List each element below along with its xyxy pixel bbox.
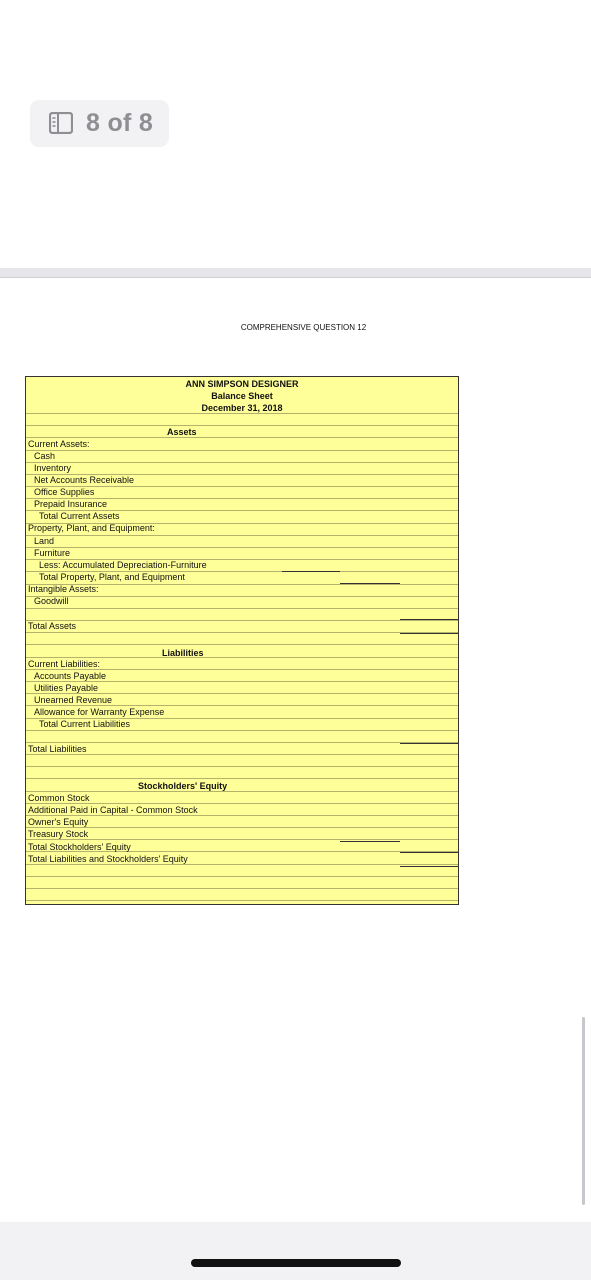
grid-line xyxy=(26,876,458,877)
accumulated-depreciation-label: Less: Accumulated Depreciation-Furniture xyxy=(39,560,207,570)
grid-line xyxy=(26,644,458,645)
office-supplies-label: Office Supplies xyxy=(34,487,95,497)
land-label: Land xyxy=(34,536,55,546)
grid-line xyxy=(26,730,458,731)
prepaid-insurance-label: Prepaid Insurance xyxy=(34,499,108,509)
page-indicator-badge[interactable] xyxy=(30,100,169,147)
furniture-label: Furniture xyxy=(34,548,71,558)
grid-line xyxy=(26,888,458,889)
question-title: COMPREHENSIVE QUESTION 12 xyxy=(240,323,367,332)
total-assets-double-underline-2 xyxy=(400,633,458,634)
treasury-stock-label: Treasury Stock xyxy=(28,829,89,839)
total-current-liabilities-label: Total Current Liabilities xyxy=(39,719,131,729)
grid-line xyxy=(26,778,458,779)
grid-line xyxy=(26,766,458,767)
total-l-se-double-underline xyxy=(400,852,458,853)
intangible-assets-label: Intangible Assets: xyxy=(28,584,99,594)
total-liabilities-label: Total Liabilities xyxy=(28,744,87,754)
current-assets-label: Current Assets: xyxy=(28,439,90,449)
total-assets-double-underline xyxy=(400,619,458,620)
current-liabilities-label: Current Liabilities: xyxy=(28,659,101,669)
grid-line xyxy=(26,620,458,621)
cash-label: Cash xyxy=(34,451,56,461)
total-ppe-underline xyxy=(340,583,400,584)
net-accounts-receivable-label: Net Accounts Receivable xyxy=(34,475,135,485)
common-stock-label: Common Stock xyxy=(28,793,90,803)
balance-sheet xyxy=(25,376,459,905)
grid-line xyxy=(26,535,458,536)
pages-icon xyxy=(49,112,73,134)
allowance-warranty-label: Allowance for Warranty Expense xyxy=(34,707,165,717)
grid-line xyxy=(26,547,458,548)
grid-line xyxy=(26,450,458,451)
assets-section-title: Assets xyxy=(167,427,197,437)
accum-dep-underline xyxy=(282,571,340,572)
grid-line xyxy=(26,632,458,633)
total-assets-label: Total Assets xyxy=(28,621,77,631)
apic-label: Additional Paid in Capital - Common Stock xyxy=(28,805,198,815)
liabilities-section-title: Liabilities xyxy=(162,648,204,658)
treasury-stock-underline xyxy=(340,841,400,842)
vertical-scrollbar[interactable] xyxy=(582,1017,585,1205)
total-liabilities-equity-label: Total Liabilities and Stockholders' Equity xyxy=(28,854,188,864)
grid-line xyxy=(26,827,458,828)
ppe-label: Property, Plant, and Equipment: xyxy=(28,523,155,533)
grid-line xyxy=(26,742,458,743)
statement-name: Balance Sheet xyxy=(211,391,273,401)
accounts-payable-label: Accounts Payable xyxy=(34,671,107,681)
grid-line xyxy=(26,425,458,426)
statement-date: December 31, 2018 xyxy=(201,403,283,413)
grid-line xyxy=(26,900,458,901)
company-name: ANN SIMPSON DESIGNER xyxy=(185,379,299,389)
grid-line xyxy=(26,437,458,438)
unearned-revenue-label: Unearned Revenue xyxy=(34,695,113,705)
total-ppe-label: Total Property, Plant, and Equipment xyxy=(39,572,185,582)
equity-section-title: Stockholders' Equity xyxy=(138,781,228,791)
grid-line xyxy=(26,596,458,597)
total-stockholders-equity-label: Total Stockholders' Equity xyxy=(28,842,131,852)
grid-line xyxy=(26,791,458,792)
page-divider xyxy=(0,268,591,278)
total-current-assets-label: Total Current Assets xyxy=(39,511,120,521)
grid-line xyxy=(26,839,458,840)
inventory-label: Inventory xyxy=(34,463,72,473)
grid-line xyxy=(26,462,458,463)
grid-line xyxy=(26,608,458,609)
bottom-toolbar xyxy=(0,1222,591,1280)
owners-equity-label: Owner's Equity xyxy=(28,817,89,827)
total-l-se-double-underline-2 xyxy=(400,866,458,867)
goodwill-label: Goodwill xyxy=(34,596,69,606)
page-indicator-text: 8 of 8 xyxy=(86,109,154,137)
utilities-payable-label: Utilities Payable xyxy=(34,683,99,693)
grid-line xyxy=(26,754,458,755)
home-indicator[interactable] xyxy=(191,1259,401,1267)
total-liabilities-underline xyxy=(400,743,458,744)
